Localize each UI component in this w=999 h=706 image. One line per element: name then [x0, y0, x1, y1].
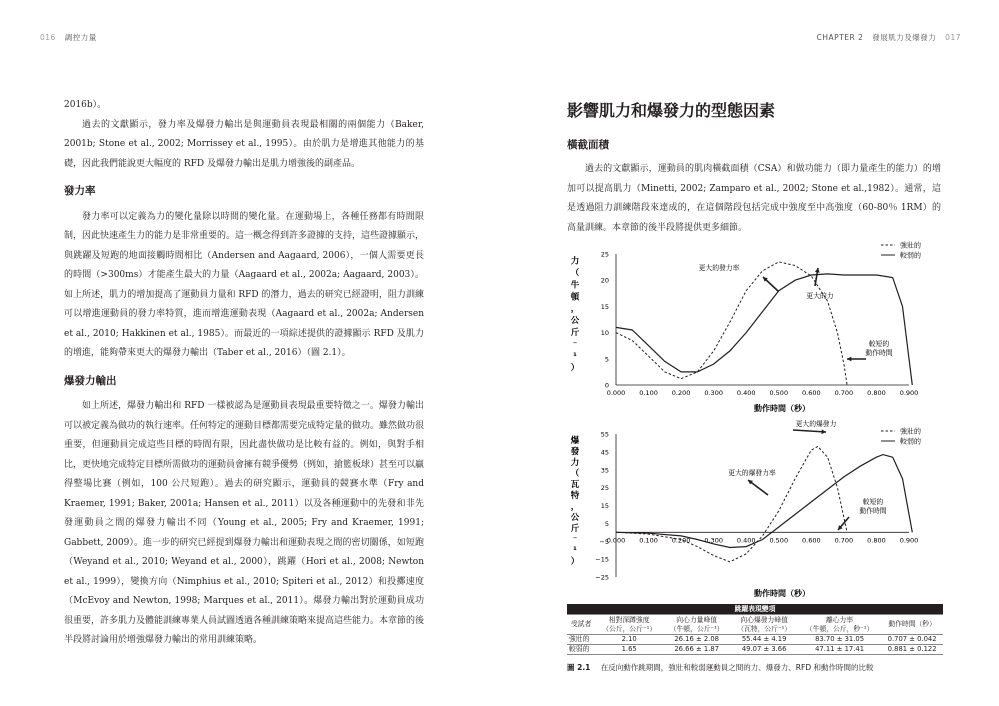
chart-annotation: 動作時間: [865, 349, 893, 357]
x-tick-label: 0.800: [867, 536, 886, 545]
y-tick-label: 20: [600, 276, 609, 285]
y-tick-label: 25: [600, 250, 609, 259]
y-axis-label-char: 瓦: [570, 479, 580, 490]
figure-caption-text: 在反向動作跳期間，強壯和較弱運動員之間的力、爆發力、RFD 和動作時間的比較: [600, 663, 874, 672]
force-time-chart: [563, 236, 943, 414]
y-tick-label: 10: [600, 329, 609, 338]
chart-annotation: 較短的: [862, 498, 884, 506]
x-axis-label: 動作時間（秒）: [754, 589, 810, 598]
chapter-label: CHAPTER 2: [816, 33, 864, 42]
table-caption: 跳躍表現變項: [567, 604, 943, 615]
table-row: [567, 635, 943, 645]
table-header-cell: 向心爆發力峰值 （瓦特，公斤⁻¹）: [730, 615, 797, 635]
jump-performance-table: [567, 604, 943, 655]
page-number-left: 016: [40, 33, 56, 42]
x-tick-label: 0.600: [802, 536, 821, 545]
y-axis-label-char: （: [570, 468, 580, 479]
series-line-weak: [616, 274, 912, 385]
table-header-row: [567, 615, 943, 635]
table-cell: 26.66 ± 1.87: [663, 645, 730, 655]
x-tick-label: 0.200: [671, 536, 691, 545]
subsection-heading-csa: 橫截面積: [567, 139, 609, 151]
x-tick-label: 0.700: [834, 536, 854, 545]
left-page-body: [64, 96, 424, 651]
legend-label: 較弱的: [900, 251, 921, 260]
y-axis-label-char: 牛: [570, 280, 580, 291]
y-tick-label: −15: [595, 555, 609, 564]
y-tick-label: 55: [600, 430, 609, 439]
y-axis-label-char: （: [570, 268, 580, 279]
annotation-arrow-head: [847, 357, 851, 362]
table-cell: 83.70 ± 31.05: [798, 635, 881, 645]
x-tick-label: 0.400: [736, 389, 756, 397]
x-tick-label: 0.000: [606, 389, 626, 397]
y-axis-label: [570, 435, 580, 567]
running-header-right: [817, 32, 967, 43]
x-tick-label: 0.000: [606, 536, 626, 545]
right-page-body: [567, 160, 941, 238]
table-cell: 較弱的: [567, 645, 595, 655]
chapter-section-title: 影響肌力和爆發力的型態因素: [567, 101, 776, 120]
y-axis-label-char: 力: [570, 457, 580, 468]
table-header-cell: 離心力率 （牛頓，公斤，秒⁻¹）: [798, 615, 881, 635]
y-tick-label: 45: [600, 448, 609, 457]
x-tick-label: 0.200: [671, 389, 691, 397]
y-tick-label: −25: [595, 573, 609, 582]
y-axis-label-char: 特: [570, 490, 580, 501]
paragraph: 過去的文獻顯示，發力率及爆發力輸出是與運動員表現最相關的兩個能力（Baker, 2001b; Stone et al., 2002; Morrissey et al., 1995）。由於肌力是增進其他能力的基礎，因此我們能說更大幅度的 RFD 及爆發力輸出是肌力增強後的副產品。: [64, 119, 424, 169]
y-axis-label-char: ¹: [573, 351, 577, 362]
table-cell: 0.881 ± 0.122: [881, 645, 943, 655]
x-axis-label: 動作時間（秒）: [754, 404, 810, 413]
chart-annotation: 動作時間: [859, 507, 887, 515]
chart-annotation: 較短的: [868, 340, 890, 348]
x-tick-label: 0.900: [899, 536, 919, 545]
x-tick-label: 0.100: [639, 389, 658, 397]
table-cell: 強壯的: [567, 635, 595, 645]
y-axis-label-char: ，: [570, 304, 580, 315]
y-axis-label-char: 斤: [570, 523, 580, 534]
x-tick-label: 0.800: [867, 389, 886, 397]
page-number-right: 017: [945, 33, 961, 42]
paragraph: 如上所述，爆發力輸出和 RFD 一樣被認為是運動員表現最重要特徵之一。爆發力輸出可以被定義為做功的執行速率。任何特定的運動目標都需要完成特定量的做功。雖然做功很重要，但運動員完成這些目標的時間有限，因此盡快做功是比較有益的。例如，與對手相比，更快地完成特定目標所需做功的運動員會擁有競爭優勢（例如，搶籃板球）甚至可以贏得整場比賽（例如，100 公尺短跑）。過去的研究顯示，運動員的競賽水準（Fry and Kraemer, 1991; Baker, 2001a; Hansen et al., 2011）以及各種運動中的先發和非先發運動員之間的爆發力輸出不同（Young et al., 2005; Fry and Kraemer, 1991; Gabbett, 2009）。進一步的研究已經提到爆發力輸出和運動表現之間的密切關係，如短跑（Weyand et al., 2010; Weyand et al., 2000），跳躍（Hori et al., 2008; Newton et al., 1999），變換方向（Nimphius et al., 2010; Spiteri et al., 2012）和投擲速度（McEvoy and Newton, 1998; Marques et al., 2011）。爆發力輸出對於運動員成功很重要，許多肌力及體能訓練專業人員試圖透過各種訓練策略來提高這些能力。本章節的後半段將討論用於增強爆發力輸出的常用訓練策略。: [64, 401, 425, 645]
x-tick-label: 0.300: [704, 389, 723, 397]
y-axis-label-char: 頓: [570, 292, 580, 303]
table-header-cell: 向心力量峰值 （牛頓，公斤⁻¹）: [663, 615, 730, 635]
y-tick-label: 5: [604, 519, 609, 528]
y-tick-label: 15: [600, 302, 609, 311]
y-tick-label: 5: [604, 355, 609, 364]
series-line-strong: [616, 262, 847, 385]
table-cell: 55.44 ± 4.19: [730, 635, 797, 645]
chart-annotation: 更大的爆發力: [795, 420, 837, 428]
figure-caption: [567, 662, 873, 673]
y-axis-label-char: 力: [570, 256, 580, 267]
book-title: 調控力量: [64, 33, 97, 42]
table-header-cell: 動作時間（秒）: [881, 615, 943, 635]
y-axis-label-char: 爆: [570, 435, 580, 446]
table-cell: 2.10: [595, 635, 662, 645]
y-axis-label-char: ⁻: [572, 534, 578, 545]
series-line-strong: [616, 447, 847, 562]
legend-label: 較弱的: [900, 437, 921, 446]
table-header-cell: 受試者: [567, 615, 595, 635]
y-tick-label: 15: [600, 502, 609, 510]
section-heading-power: 爆發力輸出: [64, 374, 117, 387]
table-cell: 26.16 ± 2.08: [663, 635, 730, 645]
table-cell: 47.11 ± 17.41: [798, 645, 881, 655]
x-tick-label: 0.500: [769, 389, 789, 397]
x-tick-label: 0.300: [704, 536, 723, 545]
x-tick-label: 0.600: [802, 389, 821, 397]
legend-label: 強壯的: [900, 427, 921, 436]
y-axis-label-char: 發: [570, 446, 580, 457]
annotation-arrow: [793, 430, 826, 432]
x-tick-label: 0.100: [639, 536, 658, 545]
y-axis-label-char: 公: [570, 316, 580, 327]
chart-annotation: 更大的力: [806, 292, 834, 300]
y-tick-label: 35: [600, 466, 609, 475]
y-axis-label-char: 斤: [570, 327, 580, 338]
y-tick-label: −5: [599, 537, 609, 546]
figure-label: 圖 2.1: [567, 663, 591, 672]
table-cell: 49.07 ± 3.66: [730, 645, 797, 655]
legend-label: 強壯的: [900, 241, 921, 250]
chart-annotation: 更大的爆發力率: [728, 469, 776, 477]
power-time-chart: [563, 420, 943, 602]
running-header-left: [34, 32, 97, 43]
y-axis-label-char: ⁻: [572, 339, 578, 350]
y-axis-label-char: ，: [570, 501, 580, 512]
y-axis-label-char: ）: [570, 363, 580, 374]
y-tick-label: 25: [600, 484, 609, 493]
paragraph: 發力率可以定義為力的變化量除以時間的變化量。在運動場上，各種任務都有時間限制，因此快速產生力的能力是非常重要的。這一概念得到許多證據的支持，這些證據顯示，與跳躍及短跑的地面接觸時間相比（Andersen and Aagaard, 2006），一個人需要更長的時間（>300ms）才能產生最大的力量（Aagaard et al., 2002a; Aagaard, 2003）。如上所述，肌力的增加提高了運動員力量和 RFD 的潛力，過去的研究已經證明，阻力訓練可以增進運動員的發力率特質，進而增進運動表現（Aagaard et al., 2002a; Andersen et al., 2010; Hakkinen et al., 1985）。而最近的一項綜述提供的證據顯示 RFD 及肌力的增進，能夠帶來更大的爆發力輸出（Taber et al., 2016）（圖 2.1）。: [64, 211, 425, 358]
paragraph: 2016b）。: [64, 100, 107, 110]
x-tick-label: 0.500: [769, 536, 789, 545]
x-tick-label: 0.900: [899, 389, 919, 397]
y-axis-label-char: ¹: [573, 545, 577, 556]
table-cell: 0.707 ± 0.042: [881, 635, 943, 645]
y-axis-label: [570, 256, 580, 374]
chart-annotation: 更大的發力率: [698, 264, 740, 272]
annotation-arrow-head: [821, 429, 826, 434]
paragraph: 過去的文獻顯示，運動員的肌肉橫截面積（CSA）和做功能力（即力量產生的能力）的增加可以提高肌力（Minetti, 2002; Zamparo et al., 2002; Stone et al.,1982）。通常，這是透過阻力訓練階段來達成的，在這個階段包括完成中強度至中高強度（60-80％ 1RM）的高量訓練。本章節的後半段將提供更多細節。: [567, 164, 941, 233]
y-tick-label: 0: [604, 381, 609, 390]
x-tick-label: 0.700: [834, 389, 854, 397]
table-header-cell: 相對深蹲強度 （公斤，公斤⁻¹）: [595, 615, 662, 635]
table-row: [567, 645, 943, 655]
x-tick-label: 0.400: [736, 536, 756, 545]
table-cell: 1.65: [595, 645, 662, 655]
chapter-title: 發展肌力及爆發力: [872, 33, 937, 42]
y-axis-label-char: ）: [570, 556, 580, 567]
section-heading-rfd: 發力率: [64, 185, 96, 197]
y-axis-label-char: 公: [570, 512, 580, 523]
